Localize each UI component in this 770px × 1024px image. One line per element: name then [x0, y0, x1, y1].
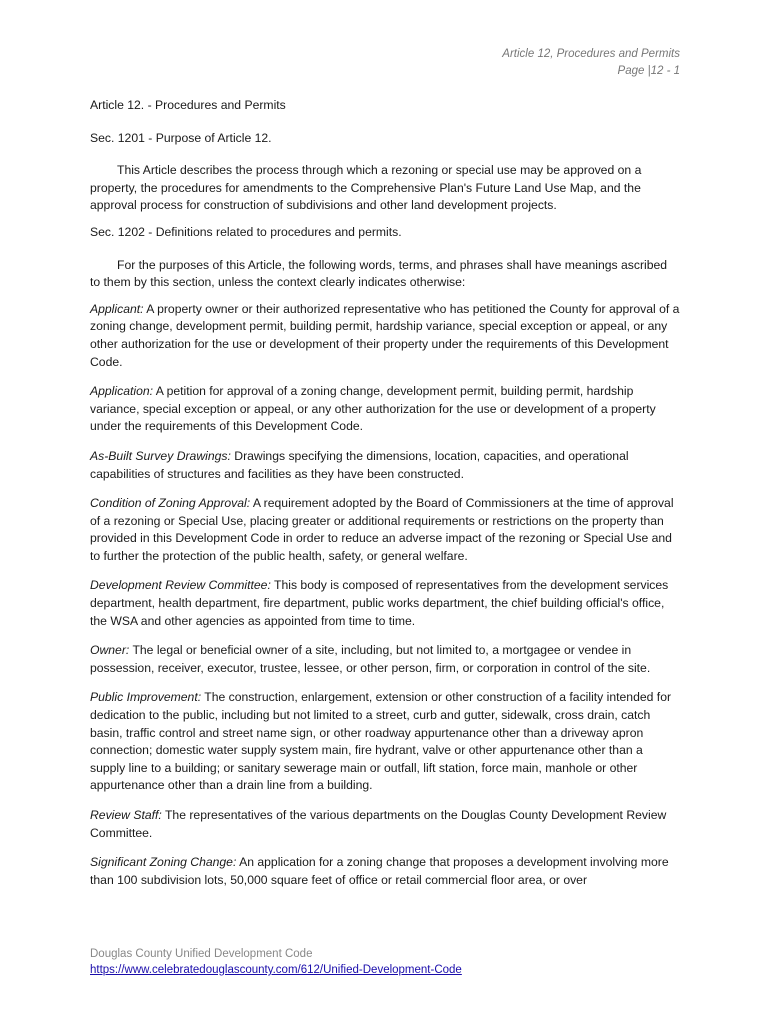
- definition-text: The construction, enlargement, extension or other construction of a facility intended for dedication to the public, including but not limited to a street, curb and gutter, sidewalk, cross drain, catch basin, traffic control and street name sign, or other roadway appurtenance other than a driveway apron connection; domestic water supply system main, fire hydrant, valve or other appurtenance other than a supply line to a building; or sanitary sewerage main or outfall, lift station, force main, manhole or other appurtenance other than a drain line from a building.: [90, 690, 672, 793]
- definition-review-staff: [90, 807, 680, 842]
- document-body: [90, 97, 680, 901]
- definition-term: Review Staff:: [90, 808, 162, 822]
- definition-text: Drawings specifying the dimensions, location, capacities, and operational capabilities of structures and facilities as they have been constructed.: [90, 448, 629, 481]
- definition-term: Public Improvement:: [90, 690, 202, 705]
- definition-text: A requirement adopted by the Board of Commissioners at the time of approval of a rezoning or Special Use, placing greater or additional requirements or restrictions on the property than provided in this Development Code in order to reduce an adverse impact of the rezoning or Special Use and to further the protection of the public health, safety, or general welfare.: [90, 496, 674, 563]
- definition-term: Application:: [90, 384, 154, 399]
- definition-development-review-committee: [90, 577, 680, 630]
- section-1201-body: This Article describes the process through which a rezoning or special use may be approved on a property, the procedures for amendments to the Comprehensive Plan's Future Land Use Map, and the approval process for construction of subdivisions and other land development projects.: [90, 163, 642, 213]
- definition-term: Significant Zoning Change:: [90, 855, 237, 870]
- section-1201-heading: Sec. 1201 - Purpose of Article 12.: [90, 130, 272, 145]
- definition-public-improvement: [90, 689, 680, 795]
- definition-applicant: [90, 301, 680, 371]
- definition-term: Development Review Committee:: [90, 578, 271, 593]
- definition-owner: [90, 642, 680, 677]
- definition-term: Condition of Zoning Approval:: [90, 496, 251, 511]
- running-header: [502, 46, 680, 79]
- definition-application: [90, 383, 680, 436]
- definition-term: Owner:: [90, 643, 130, 658]
- definition-text: This body is composed of representatives from the development services department, health department, fire department, public works department, the chief building official's office, the WSA and other agencies as appointed from time to time.: [90, 578, 669, 628]
- definition-text: A petition for approval of a zoning change, development permit, building permit, hardship variance, special exception or appeal, or any other authorization for the use or development of a property under the requirements of this Development Code.: [90, 384, 656, 434]
- definition-term: Applicant:: [90, 301, 144, 316]
- definition-text: The representatives of the various departments on the Douglas County Development Review Committee.: [90, 808, 667, 840]
- definition-condition-of-zoning-approval: [90, 495, 680, 565]
- definition-as-built-survey-drawings: [90, 448, 680, 483]
- footer-document-name: Douglas County Unified Development Code: [90, 948, 313, 960]
- definition-significant-zoning-change: [90, 854, 680, 889]
- section-1202-body: For the purposes of this Article, the following words, terms, and phrases shall have meanings ascribed to them by this section, unless the context clearly indicates otherwise:: [90, 257, 668, 290]
- definition-text: An application for a zoning change that proposes a development involving more than 100 subdivision lots, 50,000 square feet of office or retail commercial floor area, or over: [90, 855, 669, 887]
- footer-url-link[interactable]: https://www.celebratedouglascounty.com/612/Unified-Development-Code: [90, 964, 462, 976]
- header-page-number: Page |12 - 1: [617, 64, 680, 77]
- article-title: Article 12. - Procedures and Permits: [90, 98, 286, 112]
- page-footer: [90, 946, 462, 978]
- definition-text: A property owner or their authorized representative who has petitioned the County for approval of a zoning change, development permit, building permit, hardship variance, special exception or appeal, or any other authorization for the use or development of their property under the requirements of this Development Code.: [90, 301, 680, 369]
- definition-text: The legal or beneficial owner of a site, including, but not limited to, a mortgagee or vendee in possession, receiver, executor, trustee, lessee, or other person, firm, or corporation in control of the site.: [90, 643, 651, 675]
- header-title: Article 12, Procedures and Permits: [502, 48, 680, 60]
- definition-term: As-Built Survey Drawings:: [90, 448, 231, 463]
- section-1202-heading: Sec. 1202 - Definitions related to procedures and permits.: [90, 224, 402, 239]
